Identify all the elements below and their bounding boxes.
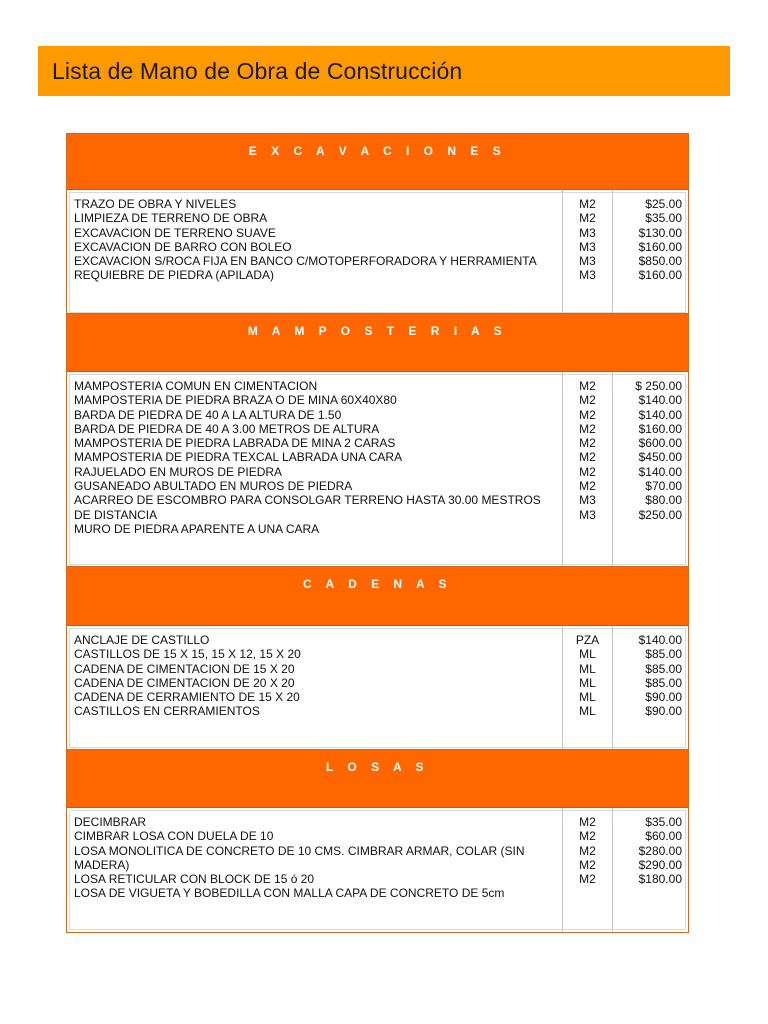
item-price: $140.00 bbox=[638, 633, 682, 647]
item-description: ANCLAJE DE CASTILLO bbox=[74, 633, 210, 647]
item-unit: PZA bbox=[575, 633, 600, 647]
item-unit: M2 bbox=[579, 464, 596, 479]
section-header bbox=[67, 750, 688, 808]
item-unit: ML bbox=[579, 675, 596, 690]
description-column bbox=[67, 808, 563, 932]
section-excavaciones bbox=[66, 133, 689, 316]
item-price: $160.00 bbox=[638, 268, 682, 283]
item-price: $160.00 bbox=[638, 421, 682, 436]
price-column bbox=[613, 190, 688, 315]
section-title: M A M P O S T E R I A S bbox=[247, 324, 508, 338]
item-price: $60.00 bbox=[645, 829, 682, 844]
section-header bbox=[67, 567, 688, 626]
page-title: Lista de Mano de Obra de Construcción bbox=[52, 57, 463, 84]
item-price: $35.00 bbox=[645, 815, 682, 829]
item-unit: M3 bbox=[579, 507, 596, 522]
item-description: BARDA DE PIEDRA DE 40 A LA ALTURA DE 1.50 bbox=[74, 407, 342, 422]
section-title: E X C A V A C I O N E S bbox=[248, 144, 507, 158]
item-unit: M3 bbox=[579, 254, 596, 269]
item-description: LOSA MONOLITICA DE CONCRETO DE 10 CMS. CIMBRAR ARMAR, COLAR (SIN bbox=[74, 843, 525, 858]
section-body bbox=[67, 190, 688, 315]
item-price: $85.00 bbox=[645, 675, 682, 690]
item-unit: ML bbox=[579, 661, 596, 676]
item-unit: M2 bbox=[579, 815, 596, 829]
section-body bbox=[67, 626, 688, 750]
section-header bbox=[67, 134, 688, 190]
item-description: CIMBRAR LOSA CON DUELA DE 10 bbox=[74, 829, 274, 844]
section-cadenas bbox=[66, 566, 689, 751]
item-unit: ML bbox=[579, 647, 596, 662]
price-column bbox=[613, 808, 688, 932]
item-price: $90.00 bbox=[645, 690, 682, 705]
item-price: $35.00 bbox=[645, 211, 682, 226]
item-price: $140.00 bbox=[638, 393, 682, 408]
item-unit: M2 bbox=[579, 479, 596, 494]
item-description: BARDA DE PIEDRA DE 40 A 3.00 METROS DE ALTURA bbox=[74, 421, 380, 436]
item-description: DECIMBRAR bbox=[74, 815, 147, 829]
item-price: $140.00 bbox=[638, 464, 682, 479]
item-description: GUSANEADO ABULTADO EN MUROS DE PIEDRA bbox=[74, 479, 353, 494]
section-header bbox=[67, 314, 688, 372]
section-title: C A D E N A S bbox=[302, 577, 453, 591]
item-unit: M2 bbox=[579, 211, 596, 226]
item-price: $140.00 bbox=[638, 407, 682, 422]
item-price: $70.00 bbox=[645, 479, 682, 494]
item-description: MURO DE PIEDRA APARENTE A UNA CARA bbox=[74, 521, 320, 536]
section-body bbox=[67, 808, 688, 932]
item-description: ACARREO DE ESCOMBRO PARA CONSOLGAR TERRENO HASTA 30.00 MESTROS bbox=[74, 493, 541, 508]
item-description: LOSA DE VIGUETA Y BOBEDILLA CON MALLA CAPA DE CONCRETO DE 5cm bbox=[74, 886, 505, 901]
item-unit: M2 bbox=[579, 872, 596, 887]
section-body bbox=[67, 372, 688, 567]
item-description: CADENA DE CERRAMIENTO DE 15 X 20 bbox=[74, 690, 300, 705]
item-unit: M2 bbox=[579, 379, 596, 393]
item-unit: M3 bbox=[579, 493, 596, 508]
item-unit: M2 bbox=[579, 857, 596, 872]
item-description: MAMPOSTERIA DE PIEDRA TEXCAL LABRADA UNA CARA bbox=[74, 450, 403, 465]
section-losas bbox=[66, 749, 689, 933]
item-description: CASTILLOS DE 15 X 15, 15 X 12, 15 X 20 bbox=[74, 647, 301, 662]
item-price: $90.00 bbox=[645, 704, 682, 719]
item-price: $180.00 bbox=[638, 872, 682, 887]
item-description: MAMPOSTERIA DE PIEDRA BRAZA O DE MINA 60X40X80 bbox=[74, 393, 397, 408]
item-description: EXCAVACION DE BARRO CON BOLEO bbox=[74, 239, 292, 254]
item-description: LOSA RETICULAR CON BLOCK DE 15 ó 20 bbox=[74, 872, 315, 887]
item-unit: M3 bbox=[579, 225, 596, 240]
page-title-bar bbox=[38, 46, 730, 96]
section-mamposterias bbox=[66, 313, 689, 568]
item-unit: M2 bbox=[579, 829, 596, 844]
item-price: $160.00 bbox=[638, 239, 682, 254]
section-title: L O S A S bbox=[325, 760, 430, 774]
item-unit: M2 bbox=[579, 450, 596, 465]
item-price: $600.00 bbox=[638, 436, 682, 451]
item-description: REQUIEBRE DE PIEDRA (APILADA) bbox=[74, 268, 275, 283]
item-unit: M2 bbox=[579, 421, 596, 436]
item-unit: M2 bbox=[579, 197, 596, 211]
item-unit: ML bbox=[579, 690, 596, 705]
unit-column bbox=[563, 808, 613, 932]
item-unit: M2 bbox=[579, 843, 596, 858]
item-price: $ 250.00 bbox=[635, 379, 682, 393]
item-price: $25.00 bbox=[645, 197, 682, 211]
item-price: $850.00 bbox=[638, 254, 682, 269]
item-description: EXCAVACION S/ROCA FIJA EN BANCO C/MOTOPERFORADORA Y HERRAMIENTA bbox=[74, 254, 537, 269]
item-description: MAMPOSTERIA DE PIEDRA LABRADA DE MINA 2 CARAS bbox=[74, 436, 396, 451]
item-unit: M2 bbox=[579, 436, 596, 451]
item-price: $250.00 bbox=[638, 507, 682, 522]
description-column bbox=[67, 626, 563, 750]
item-unit: M3 bbox=[579, 268, 596, 283]
item-unit: ML bbox=[579, 704, 596, 719]
item-description-continued: DE DISTANCIA bbox=[74, 507, 158, 522]
description-column bbox=[67, 190, 563, 315]
item-description: CADENA DE CIMENTACION DE 15 X 20 bbox=[74, 661, 295, 676]
item-price: $85.00 bbox=[645, 661, 682, 676]
unit-column bbox=[563, 626, 613, 750]
item-unit: M2 bbox=[579, 393, 596, 408]
item-description-continued: MADERA) bbox=[74, 857, 130, 872]
item-price: $80.00 bbox=[645, 493, 682, 508]
description-column bbox=[67, 372, 563, 567]
item-unit: M3 bbox=[579, 239, 596, 254]
unit-column bbox=[563, 190, 613, 315]
item-price: $290.00 bbox=[638, 857, 682, 872]
item-description: EXCAVACION DE TERRENO SUAVE bbox=[74, 225, 276, 240]
item-price: $280.00 bbox=[638, 843, 682, 858]
item-price: $85.00 bbox=[645, 647, 682, 662]
unit-column bbox=[563, 372, 613, 567]
item-description: CASTILLOS EN CERRAMIENTOS bbox=[74, 704, 260, 719]
item-description: TRAZO DE OBRA Y NIVELES bbox=[74, 197, 237, 211]
price-column bbox=[613, 372, 688, 567]
item-price: $450.00 bbox=[638, 450, 682, 465]
item-description: MAMPOSTERIA COMUN EN CIMENTACION bbox=[74, 379, 318, 393]
item-description: RAJUELADO EN MUROS DE PIEDRA bbox=[74, 464, 283, 479]
item-description: LIMPIEZA DE TERRENO DE OBRA bbox=[74, 211, 268, 226]
item-unit: M2 bbox=[579, 407, 596, 422]
item-price: $130.00 bbox=[638, 225, 682, 240]
price-column bbox=[613, 626, 688, 750]
item-description: CADENA DE CIMENTACION DE 20 X 20 bbox=[74, 675, 295, 690]
